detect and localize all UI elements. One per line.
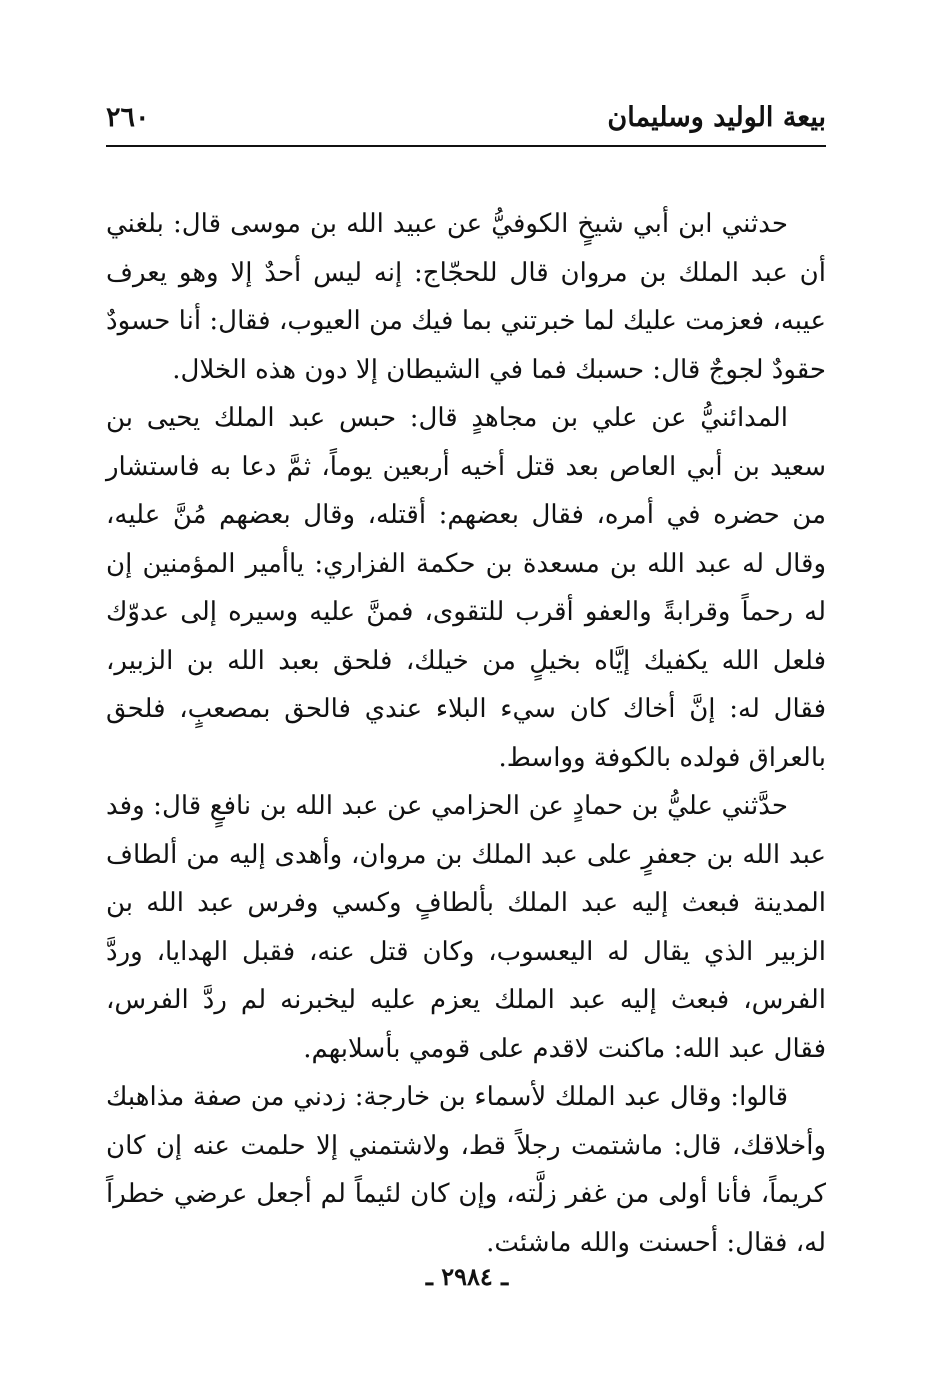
paragraph: حدَّثني عليُّ بن حمادٍ عن الحزامي عن عبد الله بن نافعٍ قال: وفد عبد الله بن جعفرٍ على عبد الملك بن مروان، وأهدى إليه من ألطاف المدينة فبعث إليه عبد الملك بألطافٍ وكسي وفرس عبد الله بن الزبير الذي يقال له اليعسوب، وكان قتل عنه، فقبل الهدايا، وردَّ الفرس، فبعث إليه عبد الملك يعزم عليه ليخبرنه لم ردَّ الفرس، فقال عبد الله: ماكنت لاقدم على قومي بأسلابهم.: [106, 791, 826, 1064]
header-divider: [106, 145, 826, 147]
running-title: بيعة الوليد وسليمان: [607, 102, 826, 133]
main-text: [106, 200, 826, 1267]
paragraph: قالوا: وقال عبد الملك لأسماء بن خارجة: زدني من صفة مذاهبك وأخلاقك، قال: ماشتمت رجلاً قط، ولاشتمني إلا حلمت عنه إن كان كريماً، فأنا أولى من غفر زلَّته، وإن كان لئيماً لم أجعل عرضي خطراً له، فقال: أحسنت والله ماشئت.: [106, 1082, 826, 1258]
header-page-number: ٢٦٠: [106, 102, 150, 133]
paragraph: المدائنيُّ عن علي بن مجاهدٍ قال: حبس عبد الملك يحيى بن سعيد بن أبي العاص بعد قتل أخيه أربعين يوماً، ثمَّ دعا به فاستشار من حضره في أمره، فقال بعضهم: أقتله، وقال بعضهم مُنَّ عليه، وقال له عبد الله بن مسعدة بن حكمة الفزاري: ياأمير المؤمنين إن له رحماً وقرابةً والعفو أقرب للتقوى، فمنَّ عليه وسيره إلى عدوّك فلعل الله يكفيك إيَّاه بخيلٍ من خيلك، فلحق بعبد الله بن الزبير، فقال له: إنَّ أخاك كان سيء البلاء عندي فالحق بمصعبٍ، فلحق بالعراق فولده بالكوفة وواسط.: [106, 403, 826, 773]
paragraph: حدثني ابن أبي شيخٍ الكوفيُّ عن عبيد الله بن موسى قال: بلغني أن عبد الملك بن مروان قال للحجّاج: إنه ليس أحدٌ إلا وهو يعرف عيبه، فعزمت عليك لما خبرتني بما فيك من العيوب، فقال: أنا حسودٌ حقودٌ لجوجٌ قال: حسبك فما في الشيطان إلا دون هذه الخلال.: [106, 209, 826, 385]
footer-page-number: ـ ٢٩٨٤ ـ: [425, 1262, 509, 1291]
running-header: [106, 98, 826, 144]
